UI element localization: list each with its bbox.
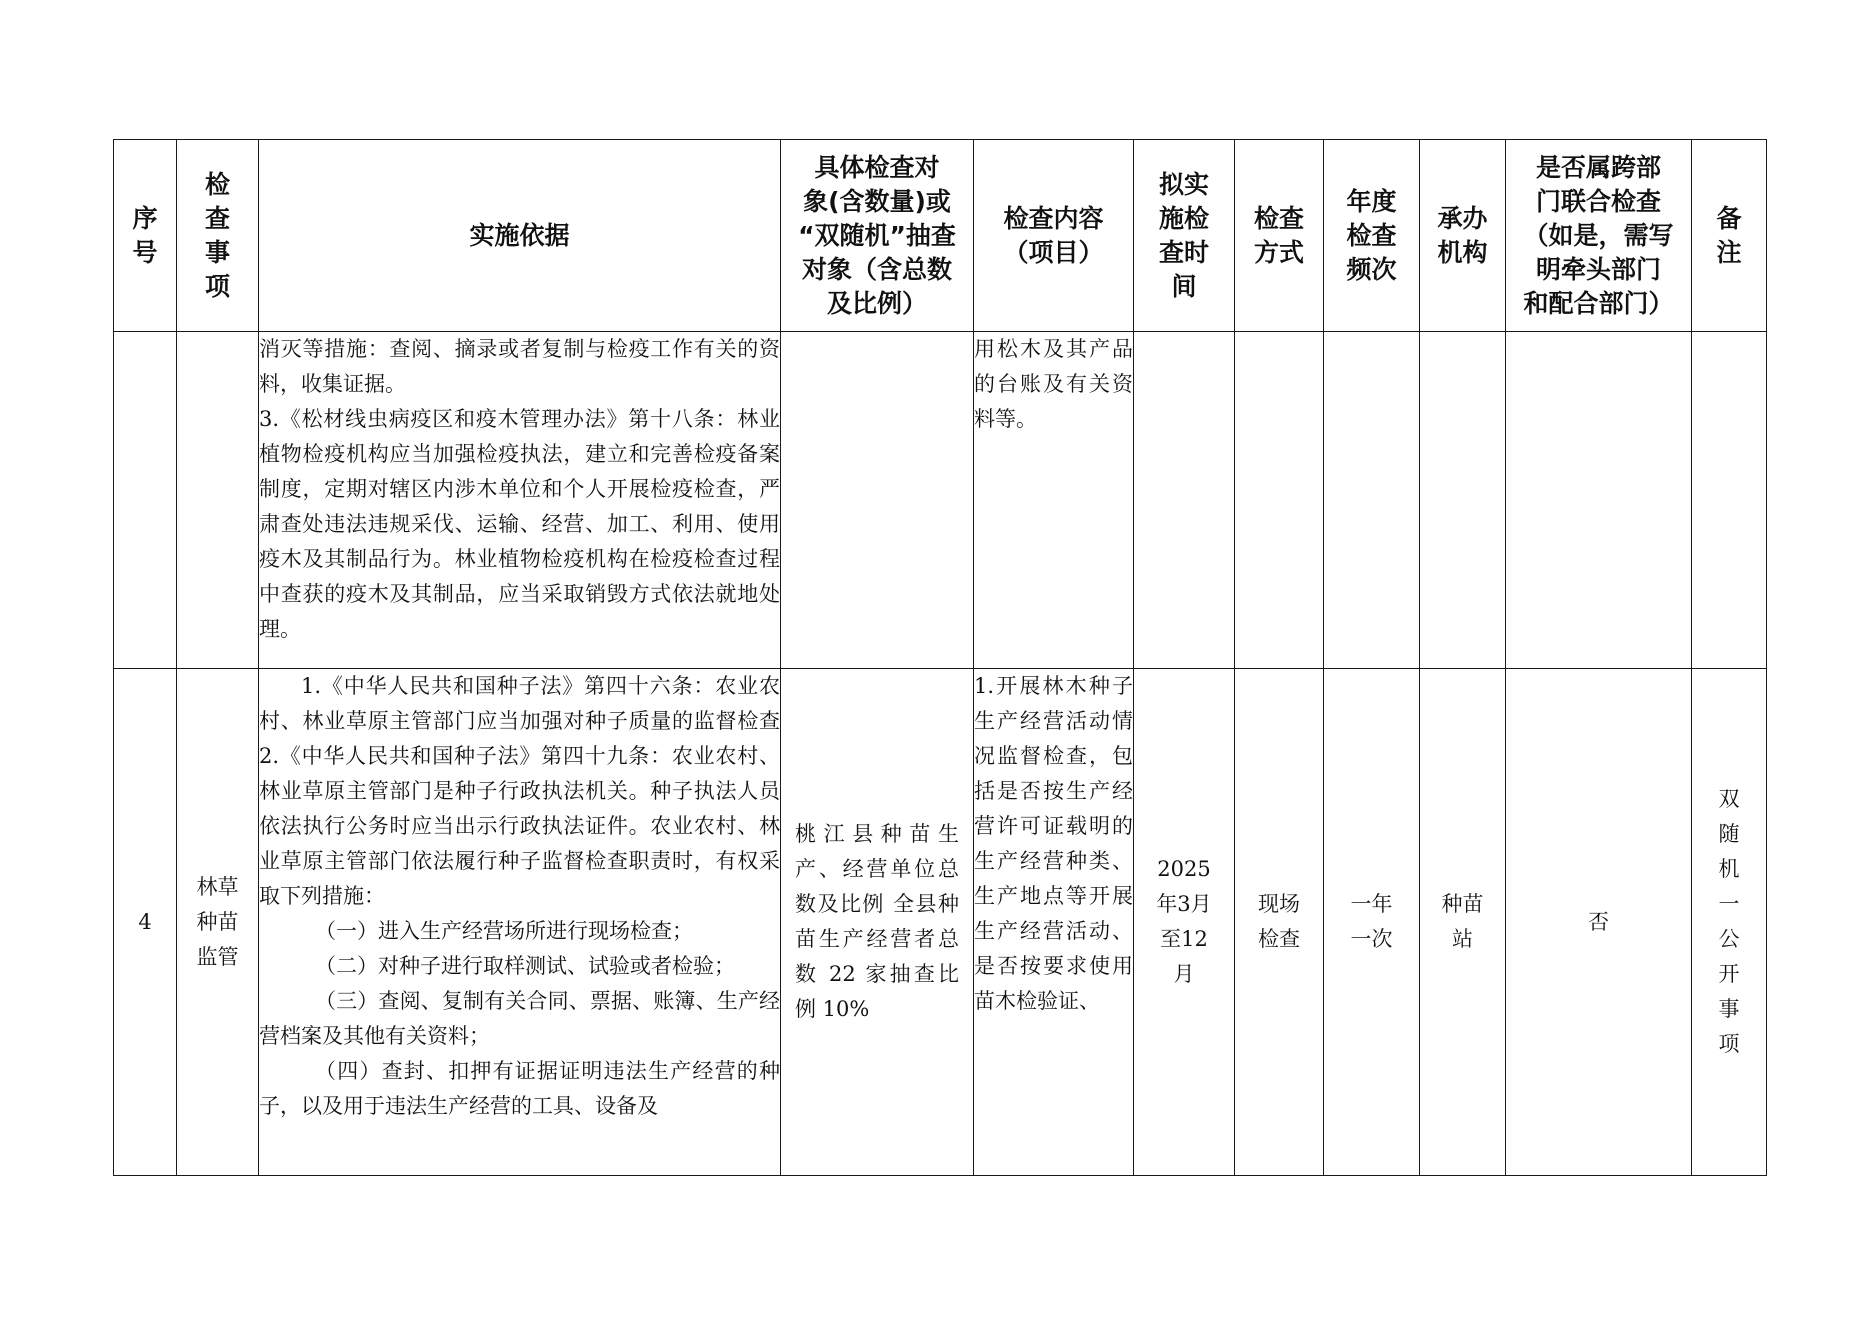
header-content: 检查内容 （项目）	[974, 140, 1134, 332]
header-basis: 实施依据	[259, 140, 781, 332]
header-row	[114, 140, 1767, 332]
cell-note	[1692, 332, 1767, 669]
table-row	[114, 669, 1767, 1176]
header-item: 检 查 事 项	[177, 140, 259, 332]
header-time: 拟实 施检 查时 间	[1134, 140, 1235, 332]
cell-method: 现场 检查	[1235, 669, 1324, 1176]
basis-paragraph: （三）查阅、复制有关合同、票据、账簿、生产经营档案及其他有关资料；	[259, 989, 780, 1048]
basis-paragraph: （二）对种子进行取样测试、试验或者检验；	[315, 954, 735, 978]
cell-content: 用松木及其产品的台账及有关资料等。	[974, 332, 1134, 669]
cell-basis	[259, 332, 781, 669]
inspection-plan-table	[113, 139, 1767, 1176]
note-text: 双随机一公开事项	[1718, 787, 1740, 1056]
table-row	[114, 332, 1767, 669]
cell-content: 1.开展林木种子生产经营活动情况监督检查，包括是否按生产经营许可证载明的生产经营种类、生产地点等开展生产经营活动、是否按要求使用苗木检验证、	[974, 669, 1134, 1176]
cell-item	[177, 332, 259, 669]
cell-seq: 4	[114, 669, 177, 1176]
header-object: 具体检查对 象(含数量)或 “双随机”抽查 对象（含总数 及比例）	[781, 140, 974, 332]
basis-paragraph: 3.《松材线虫病疫区和疫木管理办法》第十八条：林业植物检疫机构应当加强检疫执法，建立和完善检疫备案制度，定期对辖区内涉木单位和个人开展检疫检查，严肃查处违法违规采伐、运输、经营、加工、利用、使用疫木及其制品行为。林业植物检疫机构在检疫检查过程中查获的疫木及其制品，应当采取销毁方式依法就地处理。	[259, 407, 780, 641]
basis-paragraph: 1.《中华人民共和国种子法》第四十六条：农业农村、林业草原主管部门应当加强对种子质量的监督检查 2.《中华人民共和国种子法》第四十九条：农业农村、林业草原主管部门是种子行政执法机关。种子执法人员依法执行公务时应当出示行政执法证件。农业农村、林业草原主管部门依法履行种子监督检查职责时，有权采取下列措施：	[259, 674, 780, 908]
cell-seq	[114, 332, 177, 669]
cell-joint: 否	[1506, 669, 1692, 1176]
header-seq: 序 号	[114, 140, 177, 332]
cell-time: 2025 年3月 至12 月	[1134, 669, 1235, 1176]
header-freq: 年度 检查 频次	[1324, 140, 1420, 332]
cell-freq: 一年 一次	[1324, 669, 1420, 1176]
header-method: 检查 方式	[1235, 140, 1324, 332]
header-note: 备 注	[1692, 140, 1767, 332]
cell-freq	[1324, 332, 1420, 669]
cell-method	[1235, 332, 1324, 669]
cell-org	[1420, 332, 1506, 669]
basis-paragraph: （四）查封、扣押有证据证明违法生产经营的种子，以及用于违法生产经营的工具、设备及	[259, 1059, 780, 1118]
header-joint: 是否属跨部 门联合检查 （如是，需写 明牵头部门 和配合部门）	[1506, 140, 1692, 332]
basis-paragraph: 消灭等措施：查阅、摘录或者复制与检疫工作有关的资料，收集证据。	[259, 337, 780, 396]
cell-joint	[1506, 332, 1692, 669]
cell-time	[1134, 332, 1235, 669]
basis-paragraph: （一）进入生产经营场所进行现场检查；	[315, 919, 693, 943]
cell-basis	[259, 669, 781, 1176]
cell-object	[781, 332, 974, 669]
cell-object: 桃江县种苗生产、经营单位总数及比例 全县种苗生产经营者总数 22 家抽查比例 10%	[781, 669, 974, 1176]
header-org: 承办 机构	[1420, 140, 1506, 332]
cell-note	[1692, 669, 1767, 1176]
cell-org: 种苗 站	[1420, 669, 1506, 1176]
cell-item: 林草 种苗 监管	[177, 669, 259, 1176]
